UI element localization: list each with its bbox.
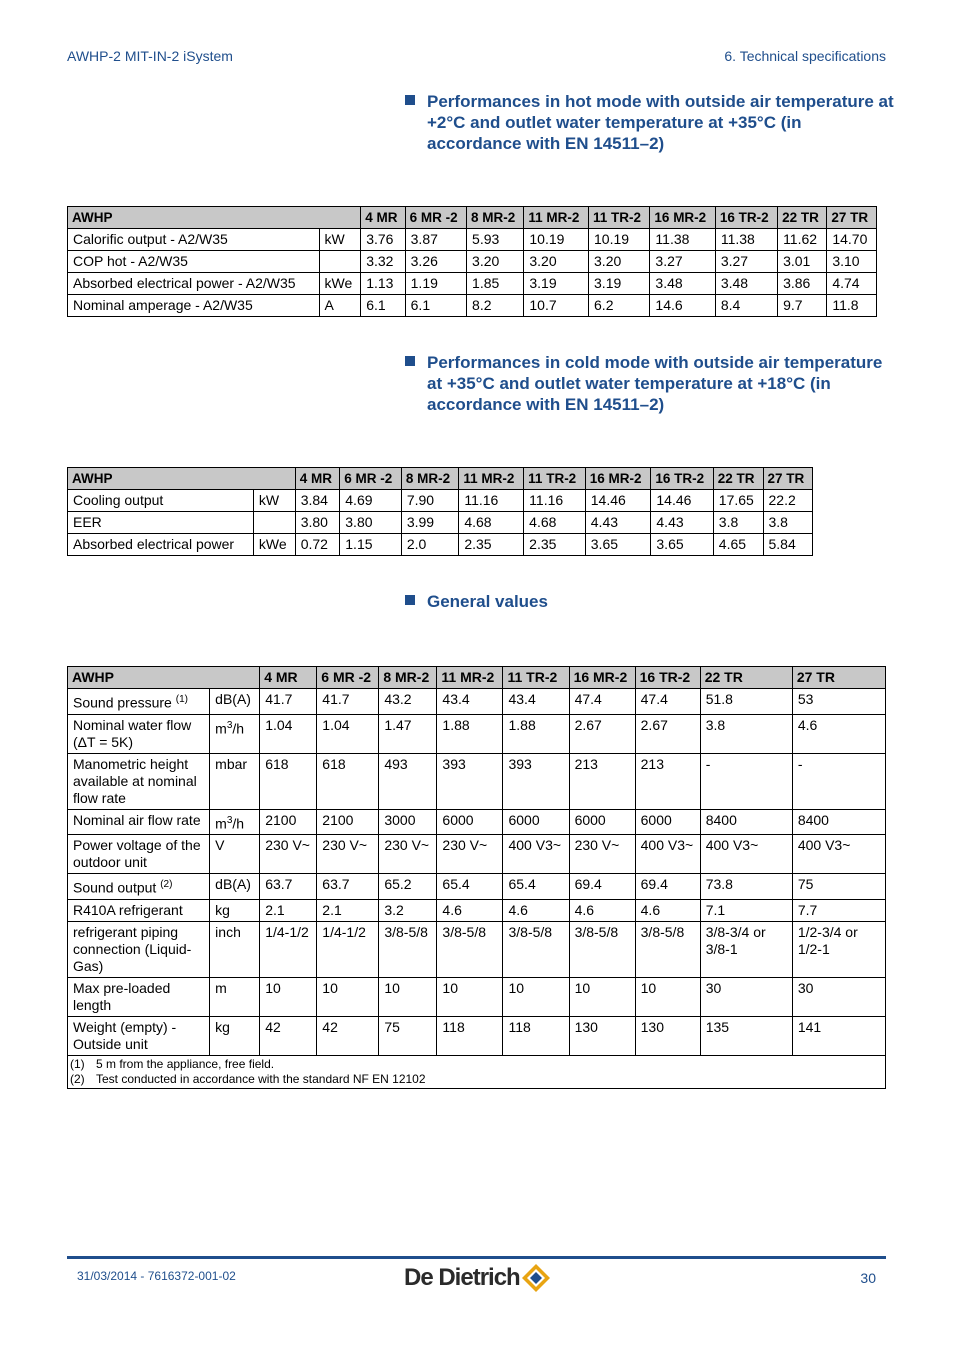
value-cell: 493	[379, 753, 437, 809]
value-cell: 11.62	[778, 229, 827, 251]
value-cell: 69.4	[635, 874, 700, 900]
value-cell: 1/4-1/2	[260, 921, 317, 977]
value-cell: 3.80	[295, 512, 340, 534]
value-cell: 130	[635, 1016, 700, 1055]
row-label-text: Power voltage of the outdoor unit	[73, 837, 201, 871]
value-cell: 2.35	[459, 534, 524, 556]
value-cell: 3.19	[589, 273, 650, 295]
footnote-text: Test conducted in accordance with the standard NF EN 12102	[96, 1071, 426, 1086]
value-cell: 51.8	[700, 689, 792, 715]
unit-superscript: 3	[226, 814, 233, 826]
header-cell: 16 MR-2	[569, 667, 635, 689]
value-cell: 4.6	[569, 899, 635, 921]
header-cell: 27 TR	[792, 667, 885, 689]
footnote-row	[68, 1055, 886, 1088]
row-label-text: refrigerant piping connection (Liquid-Gas)	[73, 923, 192, 974]
value-cell: 2.1	[260, 899, 317, 921]
value-cell: 4.68	[459, 512, 524, 534]
table-row	[68, 899, 886, 921]
value-cell: 63.7	[260, 874, 317, 900]
value-cell: 1/2-3/4 or 1/2-1	[792, 921, 885, 977]
unit-text: dB(A)	[215, 691, 251, 707]
value-cell: 3.80	[340, 512, 402, 534]
row-label	[68, 835, 210, 874]
row-label-text: Manometric height available at nominal flow rate	[73, 755, 197, 806]
value-cell: 11.16	[524, 490, 586, 512]
row-label-text: R410A refrigerant	[73, 901, 183, 918]
table-row	[68, 714, 886, 753]
header-cell: AWHP	[68, 468, 296, 490]
value-cell: 3.20	[524, 251, 589, 273]
section-cold-mode-heading	[405, 352, 895, 415]
value-cell: 10	[569, 977, 635, 1016]
value-cell: 3/8-5/8	[503, 921, 569, 977]
table-header-row	[68, 667, 886, 689]
value-cell: 213	[635, 753, 700, 809]
value-cell: 8.2	[467, 295, 524, 317]
value-cell: 10	[437, 977, 503, 1016]
value-cell: 65.2	[379, 874, 437, 900]
row-label-text: Sound pressure	[73, 694, 172, 711]
value-cell: 3.8	[700, 714, 792, 753]
unit-cell	[253, 512, 295, 534]
header-cell: AWHP	[68, 667, 260, 689]
row-label: Absorbed electrical power	[68, 534, 254, 556]
unit-text: V	[215, 837, 225, 854]
value-cell: 75	[792, 874, 885, 900]
value-cell: 130	[569, 1016, 635, 1055]
value-cell: 1.13	[361, 273, 405, 295]
unit-cell	[210, 1016, 260, 1055]
value-cell: 11.38	[650, 229, 715, 251]
table-header-row	[68, 468, 813, 490]
unit-cell	[210, 809, 260, 835]
value-cell: 3/8-5/8	[437, 921, 503, 977]
value-cell: 3.10	[827, 251, 877, 273]
value-cell: 1.85	[467, 273, 524, 295]
unit-cell	[210, 714, 260, 753]
value-cell: 3.27	[650, 251, 715, 273]
header-cell: 27 TR	[827, 207, 877, 229]
unit-cell: kWe	[253, 534, 295, 556]
value-cell: -	[792, 753, 885, 809]
de-dietrich-logo	[404, 1260, 552, 1296]
unit-text: m	[215, 720, 227, 737]
value-cell: 14.70	[827, 229, 877, 251]
value-cell: 17.65	[713, 490, 763, 512]
table-row	[68, 689, 886, 715]
value-cell: 4.69	[340, 490, 402, 512]
row-label	[68, 753, 210, 809]
table-row	[68, 753, 886, 809]
row-label-text: Nominal air flow rate	[73, 811, 201, 828]
value-cell: 5.84	[763, 534, 813, 556]
value-cell: 3.86	[778, 273, 827, 295]
value-cell: 3.8	[763, 512, 813, 534]
value-cell: 5.93	[467, 229, 524, 251]
header-cell: 6 MR -2	[340, 468, 402, 490]
row-label: Calorific output - A2/W35	[68, 229, 320, 251]
value-cell: 43.2	[379, 689, 437, 715]
general-values-table	[67, 666, 886, 1089]
value-cell: 43.4	[437, 689, 503, 715]
value-cell: 1.88	[437, 714, 503, 753]
header-cell: 4 MR	[260, 667, 317, 689]
value-cell: 3.84	[295, 490, 340, 512]
row-label: Absorbed electrical power - A2/W35	[68, 273, 320, 295]
table-row	[68, 295, 877, 317]
value-cell: 1.88	[503, 714, 569, 753]
header-cell: 11 TR-2	[589, 207, 650, 229]
header-cell: 22 TR	[700, 667, 792, 689]
value-cell: 3/8-5/8	[635, 921, 700, 977]
value-cell: 3.48	[715, 273, 777, 295]
value-cell: 73.8	[700, 874, 792, 900]
unit-cell	[210, 874, 260, 900]
value-cell: 63.7	[317, 874, 379, 900]
unit-cell	[210, 899, 260, 921]
row-label	[68, 809, 210, 835]
value-cell: 230 V~	[437, 835, 503, 874]
unit-text: m	[215, 979, 227, 996]
value-cell: 1.04	[317, 714, 379, 753]
section-hot-mode-heading	[405, 91, 895, 154]
value-cell: 42	[260, 1016, 317, 1055]
value-cell: 1.15	[340, 534, 402, 556]
table-header-row	[68, 207, 877, 229]
table-row	[68, 1016, 886, 1055]
value-cell: 4.6	[503, 899, 569, 921]
row-label	[68, 899, 210, 921]
page-number: 30	[860, 1270, 876, 1286]
header-cell: 22 TR	[778, 207, 827, 229]
unit-suffix: /h	[232, 720, 245, 737]
value-cell: 65.4	[503, 874, 569, 900]
value-cell: 135	[700, 1016, 792, 1055]
running-header-title: AWHP-2 MIT-IN-2 iSystem	[67, 48, 233, 64]
header-cell: 11 TR-2	[503, 667, 569, 689]
footnote-ref: (1)	[175, 694, 188, 705]
value-cell: 3.32	[361, 251, 405, 273]
header-cell: 4 MR	[361, 207, 405, 229]
value-cell: 53	[792, 689, 885, 715]
value-cell: 10	[635, 977, 700, 1016]
header-cell: 8 MR-2	[379, 667, 437, 689]
row-label	[68, 689, 210, 715]
value-cell: 9.7	[778, 295, 827, 317]
table-row	[68, 534, 813, 556]
value-cell: 213	[569, 753, 635, 809]
footnote-number: (2)	[70, 1071, 85, 1086]
value-cell: 42	[317, 1016, 379, 1055]
value-cell: 7.7	[792, 899, 885, 921]
row-label	[68, 714, 210, 753]
row-label	[68, 1016, 210, 1055]
value-cell: 2.67	[635, 714, 700, 753]
value-cell: 14.6	[650, 295, 715, 317]
row-label: Nominal amperage - A2/W35	[68, 295, 320, 317]
value-cell: 2.35	[524, 534, 586, 556]
value-cell: 1.19	[405, 273, 466, 295]
value-cell: 4.6	[635, 899, 700, 921]
header-cell: AWHP	[68, 207, 361, 229]
value-cell: 41.7	[260, 689, 317, 715]
value-cell: 3/8-3/4 or 3/8-1	[700, 921, 792, 977]
value-cell: 6.1	[405, 295, 466, 317]
logo-wordmark: De Dietrich	[404, 1264, 520, 1291]
unit-superscript: 3	[226, 719, 233, 731]
value-cell: 3/8-5/8	[379, 921, 437, 977]
value-cell: 11.38	[715, 229, 777, 251]
value-cell: 230 V~	[317, 835, 379, 874]
header-cell: 8 MR-2	[467, 207, 524, 229]
unit-suffix: /h	[232, 815, 245, 832]
value-cell: 65.4	[437, 874, 503, 900]
row-label	[68, 874, 210, 900]
unit-cell: kWe	[319, 273, 361, 295]
header-cell: 6 MR -2	[405, 207, 466, 229]
header-cell: 11 MR-2	[524, 207, 589, 229]
value-cell: 4.74	[827, 273, 877, 295]
row-label: COP hot - A2/W35	[68, 251, 320, 273]
value-cell: 400 V3~	[700, 835, 792, 874]
value-cell: 1.04	[260, 714, 317, 753]
row-label-text: Nominal water flow (ΔT = 5K)	[73, 716, 192, 750]
value-cell: 6.2	[589, 295, 650, 317]
value-cell: 6.1	[361, 295, 405, 317]
value-cell: 3.20	[467, 251, 524, 273]
unit-cell	[210, 753, 260, 809]
value-cell: 30	[792, 977, 885, 1016]
value-cell: 400 V3~	[792, 835, 885, 874]
value-cell: 3.26	[405, 251, 466, 273]
square-bullet-icon	[405, 356, 415, 366]
value-cell: 141	[792, 1016, 885, 1055]
header-cell: 16 TR-2	[651, 468, 713, 490]
footnote-text: 5 m from the appliance, free field.	[96, 1056, 275, 1071]
unit-cell: kW	[319, 229, 361, 251]
value-cell: 47.4	[635, 689, 700, 715]
value-cell: 618	[260, 753, 317, 809]
value-cell: 75	[379, 1016, 437, 1055]
section-cold-mode-title: Performances in cold mode with outside air temperature at +35°C and outlet water temperature at +18°C (in accordance with EN 14511–2)	[427, 353, 883, 414]
value-cell: 11.16	[459, 490, 524, 512]
value-cell: 618	[317, 753, 379, 809]
value-cell: 14.46	[585, 490, 651, 512]
unit-text: kg	[215, 901, 230, 918]
footnote-1	[70, 1057, 883, 1072]
value-cell: 400 V3~	[503, 835, 569, 874]
value-cell: 393	[437, 753, 503, 809]
table-row	[68, 874, 886, 900]
header-cell: 11 MR-2	[459, 468, 524, 490]
value-cell: 3.01	[778, 251, 827, 273]
unit-cell	[319, 251, 361, 273]
unit-text: mbar	[215, 755, 248, 772]
value-cell: 118	[503, 1016, 569, 1055]
value-cell: 0.72	[295, 534, 340, 556]
value-cell: 11.8	[827, 295, 877, 317]
section-hot-mode-title: Performances in hot mode with outside air temperature at +2°C and outlet water temperature at +35°C (in accordance with EN 14511–2)	[427, 92, 894, 153]
value-cell: 7.90	[401, 490, 459, 512]
unit-cell	[210, 689, 260, 715]
header-cell: 16 MR-2	[585, 468, 651, 490]
value-cell: 230 V~	[379, 835, 437, 874]
value-cell: 43.4	[503, 689, 569, 715]
value-cell: 6000	[503, 809, 569, 835]
table-row	[68, 251, 877, 273]
value-cell: 10	[260, 977, 317, 1016]
value-cell: 10	[317, 977, 379, 1016]
value-cell: 118	[437, 1016, 503, 1055]
header-cell: 27 TR	[763, 468, 813, 490]
unit-text: inch	[215, 923, 241, 940]
value-cell: 8400	[700, 809, 792, 835]
unit-text: kg	[215, 1018, 230, 1035]
unit-cell	[210, 921, 260, 977]
value-cell: 6000	[635, 809, 700, 835]
value-cell: 3.19	[524, 273, 589, 295]
header-cell: 16 TR-2	[715, 207, 777, 229]
table-row	[68, 273, 877, 295]
header-cell: 16 MR-2	[650, 207, 715, 229]
value-cell: 230 V~	[260, 835, 317, 874]
value-cell: 1/4-1/2	[317, 921, 379, 977]
row-label	[68, 977, 210, 1016]
value-cell: 10.19	[589, 229, 650, 251]
value-cell: 2.0	[401, 534, 459, 556]
value-cell: 3.20	[589, 251, 650, 273]
unit-cell: A	[319, 295, 361, 317]
value-cell: 2100	[260, 809, 317, 835]
header-cell: 8 MR-2	[401, 468, 459, 490]
cold-table-body	[68, 490, 813, 556]
value-cell: 10	[503, 977, 569, 1016]
value-cell: 4.65	[713, 534, 763, 556]
value-cell: -	[700, 753, 792, 809]
unit-text: dB(A)	[215, 876, 251, 893]
header-cell: 11 MR-2	[437, 667, 503, 689]
value-cell: 8400	[792, 809, 885, 835]
value-cell: 3000	[379, 809, 437, 835]
value-cell: 10.7	[524, 295, 589, 317]
value-cell: 7.1	[700, 899, 792, 921]
value-cell: 10.19	[524, 229, 589, 251]
table-row	[68, 490, 813, 512]
value-cell: 3.76	[361, 229, 405, 251]
value-cell: 4.6	[792, 714, 885, 753]
header-cell: 16 TR-2	[635, 667, 700, 689]
diamond-logo-icon	[520, 1262, 552, 1294]
unit-text: m	[215, 815, 227, 832]
hot-mode-table	[67, 206, 877, 317]
header-cell: 22 TR	[713, 468, 763, 490]
value-cell: 69.4	[569, 874, 635, 900]
value-cell: 3.8	[713, 512, 763, 534]
value-cell: 3.65	[651, 534, 713, 556]
value-cell: 8.4	[715, 295, 777, 317]
general-table-body	[68, 689, 886, 1056]
value-cell: 2.1	[317, 899, 379, 921]
value-cell: 3.27	[715, 251, 777, 273]
table-row	[68, 512, 813, 534]
value-cell: 4.6	[437, 899, 503, 921]
value-cell: 41.7	[317, 689, 379, 715]
row-label: Cooling output	[68, 490, 254, 512]
footnotes-cell	[68, 1055, 886, 1088]
header-cell: 6 MR -2	[317, 667, 379, 689]
cold-mode-table	[67, 467, 813, 556]
running-header-chapter: 6. Technical specifications	[724, 48, 886, 64]
row-label: EER	[68, 512, 254, 534]
value-cell: 10	[379, 977, 437, 1016]
value-cell: 3.87	[405, 229, 466, 251]
footer-date-reference: 31/03/2014 - 7616372-001-02	[77, 1269, 236, 1283]
section-general-heading	[405, 591, 895, 612]
value-cell: 4.43	[651, 512, 713, 534]
value-cell: 4.43	[585, 512, 651, 534]
table-row	[68, 229, 877, 251]
table-row	[68, 809, 886, 835]
row-label-text: Max pre-loaded length	[73, 979, 171, 1013]
value-cell: 4.68	[524, 512, 586, 534]
square-bullet-icon	[405, 95, 415, 105]
value-cell: 47.4	[569, 689, 635, 715]
section-general-title: General values	[427, 592, 548, 611]
footnote-2	[70, 1072, 883, 1087]
value-cell: 400 V3~	[635, 835, 700, 874]
value-cell: 3.48	[650, 273, 715, 295]
value-cell: 3.65	[585, 534, 651, 556]
value-cell: 1.47	[379, 714, 437, 753]
footnote-number: (1)	[70, 1056, 85, 1071]
square-bullet-icon	[405, 595, 415, 605]
value-cell: 3.2	[379, 899, 437, 921]
table-row	[68, 835, 886, 874]
value-cell: 6000	[437, 809, 503, 835]
unit-cell: kW	[253, 490, 295, 512]
value-cell: 3/8-5/8	[569, 921, 635, 977]
row-label	[68, 921, 210, 977]
value-cell: 22.2	[763, 490, 813, 512]
value-cell: 3.99	[401, 512, 459, 534]
row-label-text: Sound output	[73, 879, 157, 896]
table-row	[68, 977, 886, 1016]
header-cell: 11 TR-2	[524, 468, 586, 490]
value-cell: 2100	[317, 809, 379, 835]
unit-cell	[210, 835, 260, 874]
value-cell: 30	[700, 977, 792, 1016]
footer-rule	[67, 1256, 886, 1259]
footnote-ref: (2)	[160, 879, 173, 891]
header-cell: 4 MR	[295, 468, 340, 490]
hot-table-body	[68, 229, 877, 317]
unit-cell	[210, 977, 260, 1016]
row-label-text: Weight (empty) - Outside unit	[73, 1018, 177, 1052]
value-cell: 393	[503, 753, 569, 809]
value-cell: 14.46	[651, 490, 713, 512]
value-cell: 2.67	[569, 714, 635, 753]
value-cell: 230 V~	[569, 835, 635, 874]
value-cell: 6000	[569, 809, 635, 835]
table-row	[68, 921, 886, 977]
